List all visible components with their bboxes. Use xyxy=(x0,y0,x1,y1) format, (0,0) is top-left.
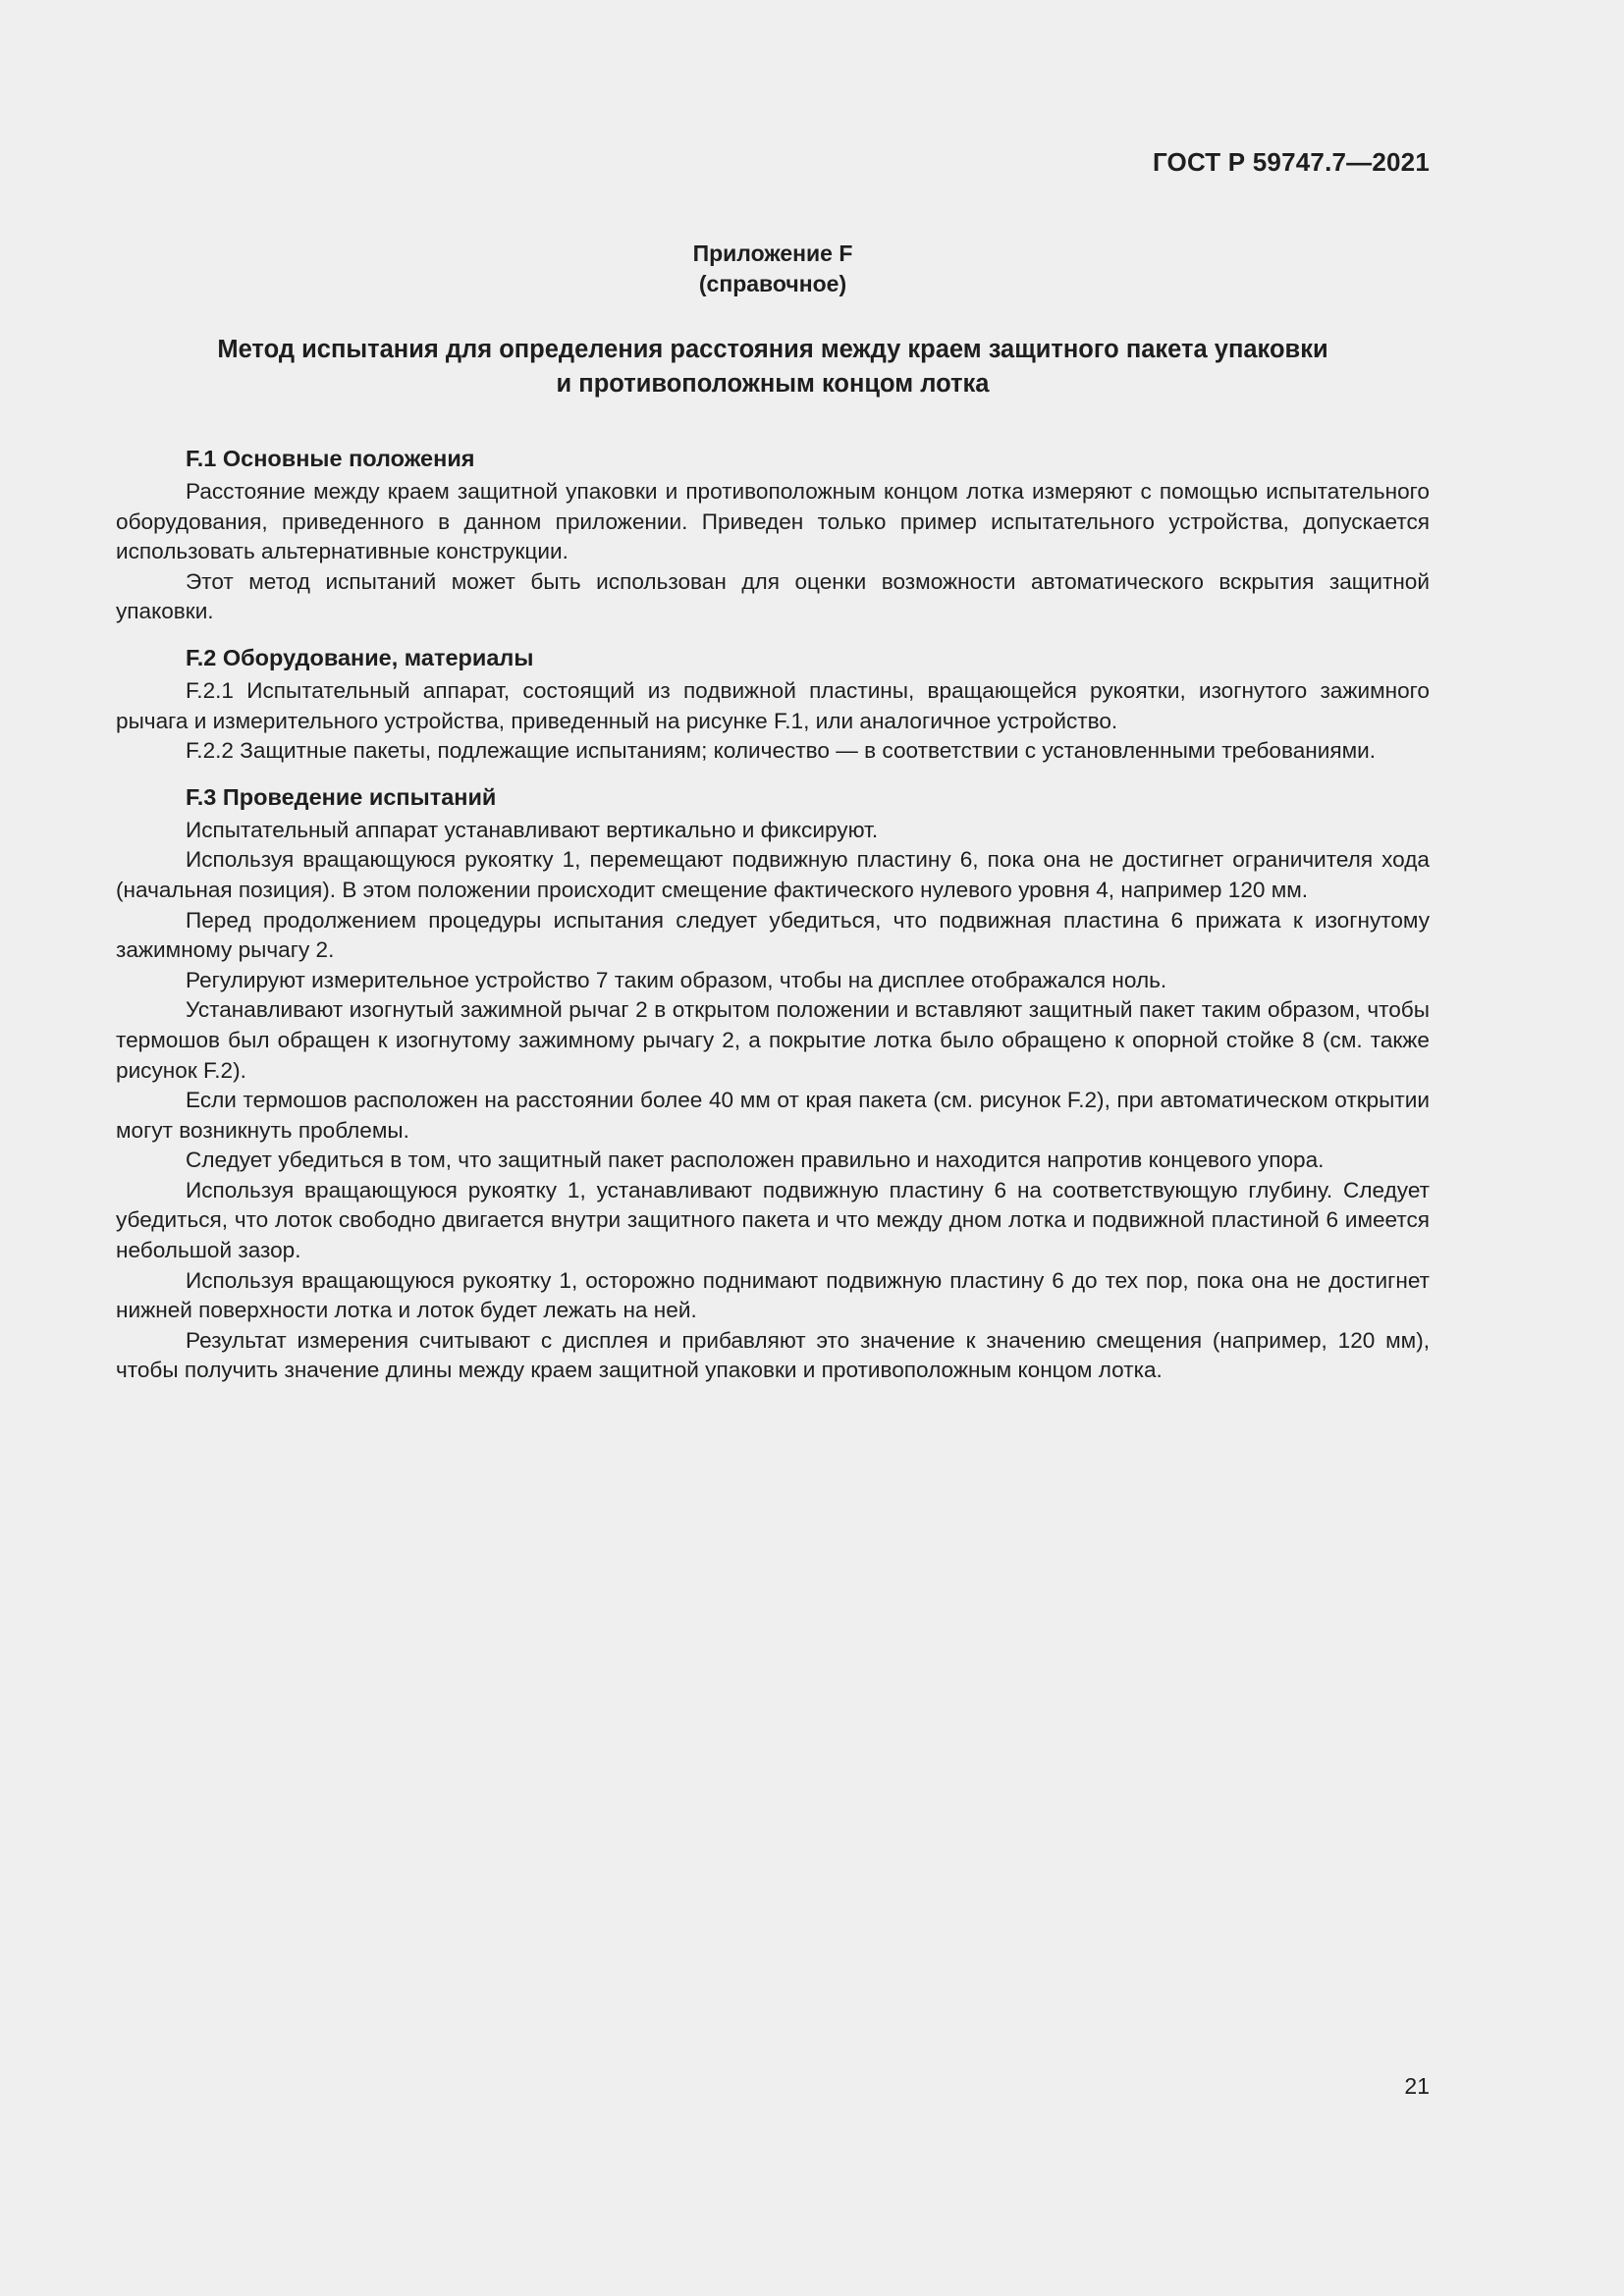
paragraph: Испытательный аппарат устанавливают вертикально и фиксируют. xyxy=(186,817,879,842)
paragraph: Используя вращающуюся рукоятку 1, перемещают подвижную пластину 6, пока она не достигнет ограничителя хода (начальная позиция). В этом положении происходит смещение фактического нулевого уровня 4, например 120 мм. xyxy=(116,847,1430,902)
section-f1 xyxy=(116,444,1430,627)
document-id: ГОСТ Р 59747.7—2021 xyxy=(1152,147,1430,177)
paragraph: F.2.2 Защитные пакеты, подлежащие испытаниям; количество — в соответствии с установленными требованиями. xyxy=(186,738,1377,764)
paragraph: Используя вращающуюся рукоятку 1, устанавливают подвижную пластину 6 на соответствующую глубину. Следует убедиться, что лоток свободно двигается внутри защитного пакета и что между дном лотка и подвижной пластиной 6 имеется небольшой зазор. xyxy=(116,1177,1430,1263)
paragraph: Устанавливают изогнутый зажимной рычаг 2 в открытом положении и вставляют защитный пакет таким образом, чтобы термошов был обращен к изогнутому зажимному рычагу 2, а покрытие лотка было обращено к опорной стойке 8 (см. также рисунок F.2). xyxy=(116,997,1430,1083)
paragraph: Используя вращающуюся рукоятку 1, осторожно поднимают подвижную пластину 6 до тех пор, пока она не достигнет нижней поверхности лотка и лоток будет лежать на ней. xyxy=(116,1267,1430,1323)
paragraph: Расстояние между краем защитной упаковки и противоположным концом лотка измеряют с помощью испытательного оборудования, приведенного в данном приложении. Приведен только пример испытательного устройства, допускается использовать альтернативные конструкции. xyxy=(116,479,1430,564)
section-heading: F.2 Оборудование, материалы xyxy=(186,644,534,670)
appendix-label: Приложение F xyxy=(692,240,853,266)
paragraph: Следует убедиться в том, что защитный пакет расположен правильно и находится напротив концевого упора. xyxy=(186,1148,1325,1173)
section-f3 xyxy=(116,782,1430,1386)
appendix-heading xyxy=(116,239,1430,299)
section-heading: F.3 Проведение испытаний xyxy=(186,783,497,810)
paragraph: Если термошов расположен на расстоянии более 40 мм от края пакета (см. рисунок F.2), при автоматическом открытии могут возникнуть проблемы. xyxy=(116,1088,1430,1143)
paragraph: Этот метод испытаний может быть использован для оценки возможности автоматического вскрытия защитной упаковки. xyxy=(116,568,1430,624)
paragraph: Перед продолжением процедуры испытания следует убедиться, что подвижная пластина 6 прижата к изогнутому зажимному рычагу 2. xyxy=(116,907,1430,963)
appendix-title xyxy=(116,333,1430,401)
title-line: Метод испытания для определения расстояния между краем защитного пакета упаковки xyxy=(217,336,1328,363)
section-heading: F.1 Основные положения xyxy=(186,446,475,471)
appendix-type: (справочное) xyxy=(698,271,847,296)
section-f2 xyxy=(116,643,1430,767)
paragraph: F.2.1 Испытательный аппарат, состоящий из подвижной пластины, вращающейся рукоятки, изогнутого зажимного рычага и измерительного устройства, приведенный на рисунке F.1, или аналогичное устройство. xyxy=(116,677,1430,733)
document-page xyxy=(116,147,1430,1402)
page-number: 21 xyxy=(1404,2073,1430,2099)
paragraph: Регулируют измерительное устройство 7 таким образом, чтобы на дисплее отображался ноль. xyxy=(186,967,1167,992)
paragraph: Результат измерения считывают с дисплея и прибавляют это значение к значению смещения (например, 120 мм), чтобы получить значение длины между краем защитной упаковки и противоположным концом лотка. xyxy=(116,1327,1430,1383)
title-line: и противоположным концом лотка xyxy=(556,370,990,398)
